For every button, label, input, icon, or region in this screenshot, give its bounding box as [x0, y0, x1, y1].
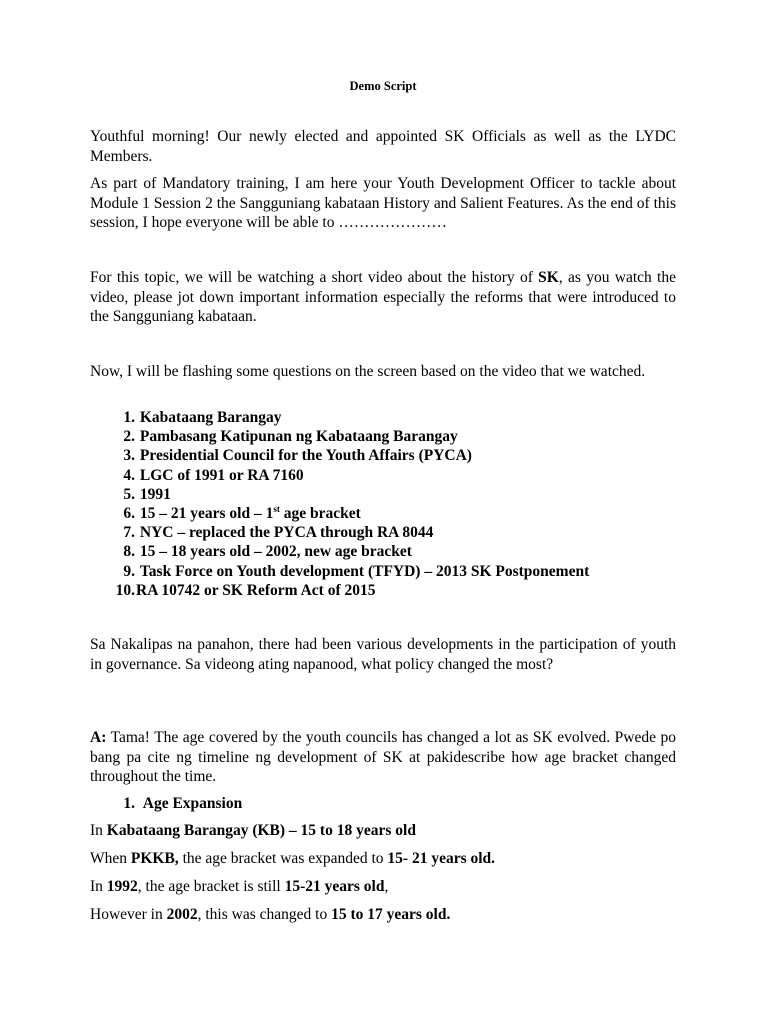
paragraph-developments: Sa Nakalipas na panahon, there had been various developments in the participation of youth in governance. Sa videong ating napanood, what policy changed the most? — [90, 636, 676, 673]
list-item — [90, 427, 676, 446]
list-item — [90, 408, 676, 427]
list-item — [90, 581, 676, 600]
list-item-number: 2. — [123, 428, 135, 446]
timeline-bold-text: 1992 — [106, 878, 138, 895]
document-title: Demo Script — [349, 79, 417, 93]
timeline-text: the age bracket was expanded to — [178, 850, 388, 867]
list-item-text: NYC – replaced the PYCA through RA 8044 — [139, 524, 434, 542]
timeline-bold-text: 2002 — [166, 906, 198, 923]
list-item-text: 1991 — [139, 485, 171, 503]
questions-list — [90, 408, 676, 600]
timeline-pkkb — [90, 849, 495, 869]
timeline-kb — [90, 821, 416, 841]
paragraph-answer — [90, 728, 676, 787]
sublist-text: Age Expansion — [142, 795, 243, 812]
list-item-text: LGC of 1991 or RA 7160 — [139, 466, 304, 484]
timeline-text: In — [90, 822, 107, 839]
list-item-number: 4. — [123, 466, 135, 484]
list-item-text-part: 15 – 21 years old – 1 — [139, 505, 274, 523]
list-item-number: 7. — [123, 524, 135, 542]
list-item-text: Presidential Council for the Youth Affairs (PYCA) — [139, 447, 472, 465]
list-item-number: 10. — [115, 581, 135, 599]
answer-text: Tama! The age covered by the youth councils has changed a lot as SK evolved. Pwede po bang pa cite ng timeline ng development of SK at pakidescribe how age bracket changed throughout the time. — [90, 729, 676, 785]
list-item-number: 3. — [123, 447, 135, 465]
list-item-text: RA 10742 or SK Reform Act of 2015 — [136, 581, 376, 599]
list-item-number: 5. — [123, 485, 135, 503]
paragraph-greeting: Youthful morning! Our newly elected and appointed SK Officials as well as the LYDC Members. — [90, 128, 676, 165]
paragraph-questions-intro: Now, I will be flashing some questions on the screen based on the video that we watched. — [90, 363, 646, 380]
timeline-bold-text: PKKB, — [130, 850, 179, 867]
list-item-number: 8. — [123, 543, 135, 561]
list-item — [90, 446, 676, 465]
list-item — [90, 504, 676, 523]
timeline-text: , — [384, 878, 389, 895]
paragraph-intro: As part of Mandatory training, I am here your Youth Development Officer to tackle about Module 1 Session 2 the Sangguniang kabataan History and Salient Features. As the end of this session, I hope everyone will be able to ………………… — [90, 175, 676, 231]
timeline-bold-text: 15 to 17 years old. — [331, 906, 451, 923]
timeline-bold-text: 15-21 years old — [284, 878, 385, 895]
sublist-number: 1. — [123, 795, 135, 812]
timeline-bold-text: Kabataang Barangay (KB) – 15 to 18 years old — [106, 822, 416, 839]
paragraph-video-text-1: For this topic, we will be watching a short video about the history of — [90, 269, 539, 286]
list-item — [90, 523, 676, 542]
list-item-number: 6. — [123, 505, 135, 523]
timeline-text: When — [90, 850, 131, 867]
list-item-text: 15 – 18 years old – 2002, new age bracket — [139, 543, 412, 561]
list-item-number: 1. — [123, 409, 135, 426]
timeline-1992 — [90, 877, 388, 897]
list-item-text-part: age bracket — [279, 505, 361, 523]
list-item — [90, 485, 676, 504]
ordinal-superscript: st — [273, 503, 280, 514]
timeline-text: , the age bracket is still — [137, 878, 285, 895]
answer-label: A: — [90, 729, 107, 746]
timeline-text: , this was changed to — [197, 906, 332, 923]
list-item — [90, 562, 676, 581]
list-item — [90, 542, 676, 561]
list-item-number: 9. — [123, 562, 135, 580]
timeline-text: However in — [90, 906, 167, 923]
paragraph-video-sk: SK — [538, 269, 559, 286]
list-item-text: Kabataang Barangay — [139, 409, 282, 426]
timeline-text: In — [90, 878, 107, 895]
list-item-text: Task Force on Youth development (TFYD) – 2013 SK Postponement — [139, 562, 590, 580]
list-item-text: Pambasang Katipunan ng Kabataang Barangay — [139, 428, 458, 446]
paragraph-video-text-2: , as you watch the video, please jot down important information especially the reforms that were introduced to the Sangguniang kabataan. — [90, 269, 676, 325]
sublist-age-expansion — [90, 794, 242, 814]
list-item-text — [139, 505, 361, 522]
timeline-bold-text: 15- 21 years old. — [387, 850, 496, 867]
list-item — [90, 466, 676, 485]
timeline-2002 — [90, 905, 450, 925]
paragraph-video — [90, 268, 676, 327]
